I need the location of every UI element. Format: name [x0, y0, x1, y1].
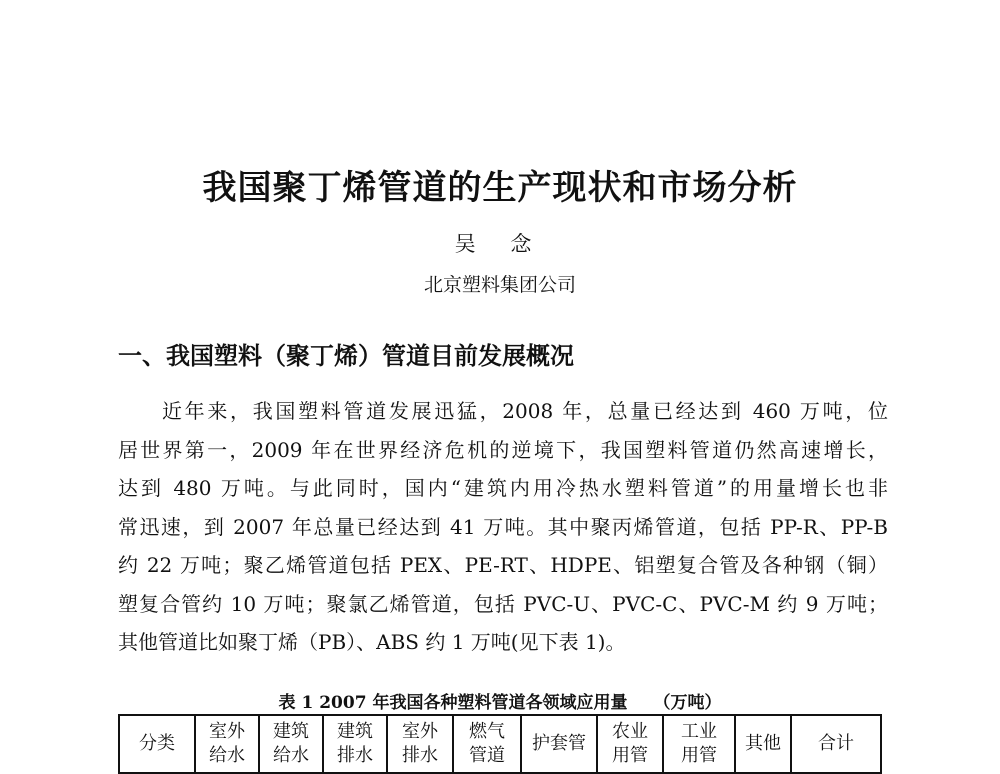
- table-header-cell: 燃气 管道: [453, 715, 521, 773]
- paragraph-line: 居世界第一，2009 年在世界经济危机的逆境下，我国塑料管道仍然高速增长，: [118, 437, 888, 462]
- table-header-cell: 室外 排水: [387, 715, 453, 773]
- paragraph-line: 常迅速，到 2007 年总量已经达到 41 万吨。其中聚丙烯管道，包括 PP-R、PP-B: [118, 514, 888, 539]
- table-header-cell: 护套管: [521, 715, 597, 773]
- table-caption-text: 表 1 2007 年我国各种塑料管道各领域应用量: [278, 693, 628, 713]
- table-header-cell: 建筑 给水: [259, 715, 323, 773]
- paragraph-line: 达到 480 万吨。与此同时，国内“建筑内用冷热水塑料管道”的用量增长也非: [118, 476, 888, 500]
- paragraph-line: 约 22 万吨；聚乙烯管道包括 PEX、PE-RT、HDPE、铝塑复合管及各种钢（铜）: [118, 553, 888, 577]
- table-header-cell: 其他: [735, 715, 791, 773]
- paragraph-line: 塑复合管约 10 万吨；聚氯乙烯管道，包括 PVC-U、PVC-C、PVC-M 约 9 万吨；: [118, 591, 888, 616]
- author-name: 吴 念: [454, 232, 546, 256]
- table-header-cell: 室外 给水: [195, 715, 259, 773]
- section-heading: 一、我国塑料（聚丁烯）管道目前发展概况: [118, 341, 574, 370]
- table-header-cell: 建筑 排水: [323, 715, 387, 773]
- body-paragraph: [118, 392, 888, 662]
- paragraph-line: 其他管道比如聚丁烯（PB）、ABS 约 1 万吨(见下表 1)。: [118, 630, 626, 654]
- table-header-cell: 合计: [791, 715, 881, 773]
- table-header-cell: 农业 用管: [597, 715, 663, 773]
- table-header-row: [119, 715, 881, 773]
- paragraph-line: 近年来，我国塑料管道发展迅猛，2008 年，总量已经达到 460 万吨，位: [162, 399, 888, 423]
- table-unit: （万吨）: [653, 693, 722, 713]
- table-caption: [0, 688, 1000, 713]
- usage-table: [118, 714, 882, 774]
- table-header-cell: 分类: [119, 715, 195, 773]
- table-header-cell: 工业 用管: [663, 715, 735, 773]
- paper-title: 我国聚丁烯管道的生产现状和市场分析: [202, 168, 798, 208]
- author-affiliation: 北京塑料集团公司: [423, 274, 576, 296]
